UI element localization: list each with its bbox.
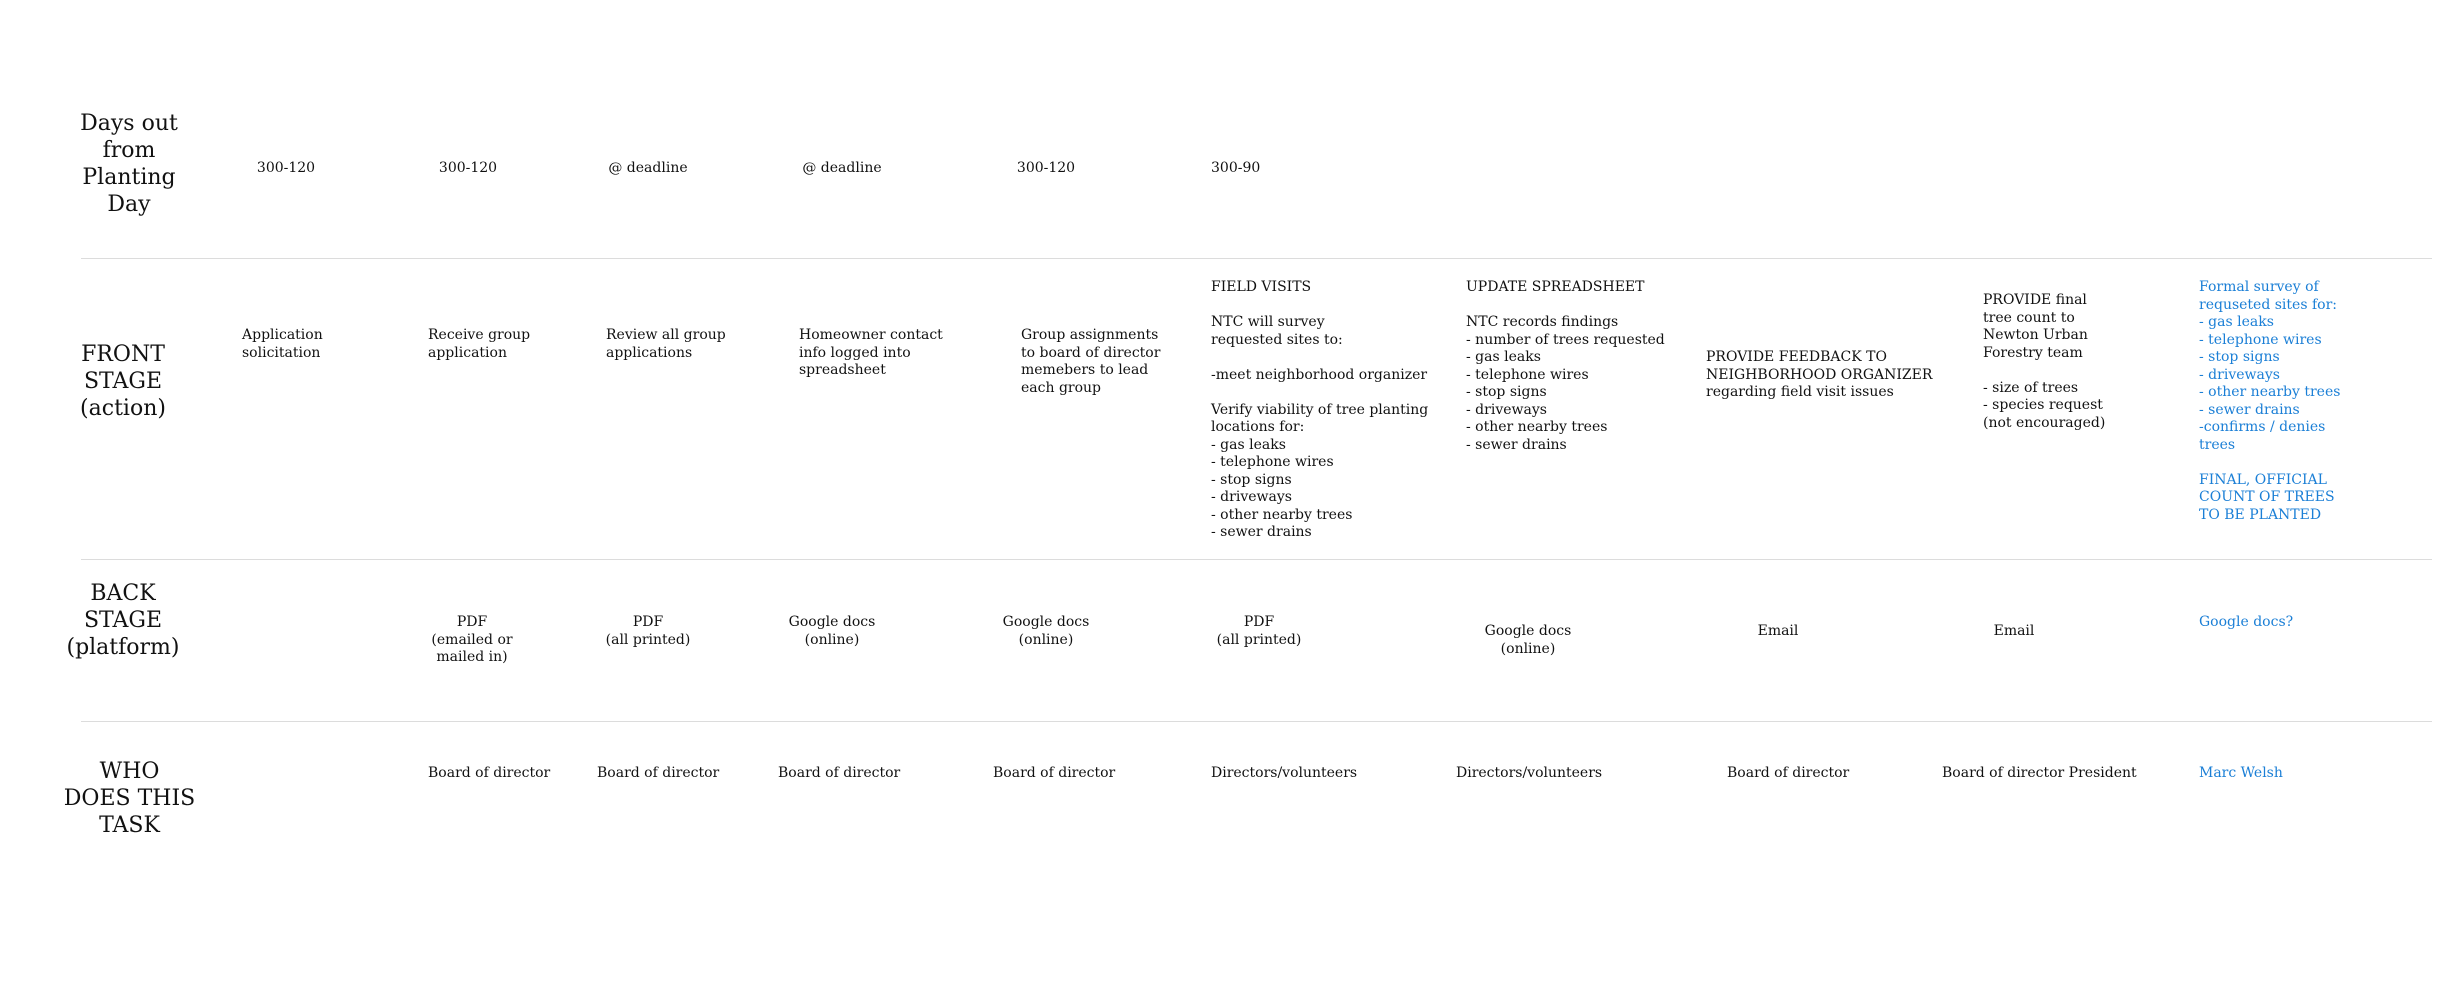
front-cell-provide-feedback: PROVIDE FEEDBACK TO NEIGHBORHOOD ORGANIZER regarding field visit issues (1706, 349, 1933, 400)
row-label-who-does-task: WHO DOES THIS TASK (63, 759, 196, 838)
back-cell-6: Google docs (online) (1484, 623, 1572, 657)
row-divider-3 (81, 721, 2432, 722)
front-cell-application-solicitation: Application solicitation (242, 327, 323, 361)
front-cell-homeowner-contact: Homeowner contact info logged into spreadsheet (799, 327, 943, 378)
back-cell-4: Google docs (online) (1002, 614, 1090, 648)
front-cell-field-visits: FIELD VISITS NTC will survey requested sites to: -meet neighborhood organizer Verify viability of tree planting locations for: - gas leaks - telephone wires - stop signs - driveways - other nearby trees - sewer drains (1211, 279, 1429, 540)
who-cell-1: Board of director (428, 765, 551, 781)
who-cell-4: Board of director (993, 765, 1116, 781)
front-cell-provide-final-count: PROVIDE final tree count to Newton Urban Forestry team - size of trees - species request (not encouraged) (1983, 292, 2106, 431)
back-cell-9: Google docs? (2199, 614, 2294, 630)
back-cell-8: Email (1993, 623, 2035, 639)
days-cell-4: @ deadline (802, 160, 882, 176)
row-label-front-stage: FRONT STAGE (action) (80, 342, 166, 421)
who-cell-8: Board of director President (1942, 765, 2137, 781)
back-cell-2: PDF (all printed) (605, 614, 691, 648)
who-cell-7: Board of director (1727, 765, 1850, 781)
who-cell-2: Board of director (597, 765, 720, 781)
back-cell-3: Google docs (online) (788, 614, 876, 648)
front-cell-formal-survey: Formal survey of requseted sites for: - gas leaks - telephone wires - stop signs - driveways - other nearby trees - sewer drains -confirms / denies trees FINAL, OFFICIAL COUNT OF TREES TO BE PLANTED (2199, 279, 2341, 523)
row-label-days-out: Days out from Planting Day (80, 111, 178, 217)
days-cell-1: 300-120 (256, 160, 316, 176)
back-cell-7: Email (1757, 623, 1799, 639)
row-divider-1 (81, 258, 2432, 259)
front-cell-update-spreadsheet: UPDATE SPREADSHEET NTC records findings - number of trees requested - gas leaks - telephone wires - stop signs - driveways - other nearby trees - sewer drains (1466, 279, 1665, 453)
days-cell-5: 300-120 (1016, 160, 1076, 176)
who-cell-3: Board of director (778, 765, 901, 781)
row-label-back-stage: BACK STAGE (platform) (66, 581, 180, 660)
days-cell-2: 300-120 (438, 160, 498, 176)
days-cell-3: @ deadline (608, 160, 688, 176)
who-cell-9: Marc Welsh (2199, 765, 2283, 781)
front-cell-group-assignments: Group assignments to board of director memebers to lead each group (1021, 327, 1161, 396)
row-divider-2 (81, 559, 2432, 560)
front-cell-receive-application: Receive group application (428, 327, 531, 361)
front-cell-review-applications: Review all group applications (606, 327, 726, 361)
back-cell-5: PDF (all printed) (1216, 614, 1302, 648)
days-cell-6: 300-90 (1211, 160, 1261, 176)
who-cell-6: Directors/volunteers (1456, 765, 1603, 781)
who-cell-5: Directors/volunteers (1211, 765, 1358, 781)
back-cell-1: PDF (emailed or mailed in) (431, 614, 513, 665)
